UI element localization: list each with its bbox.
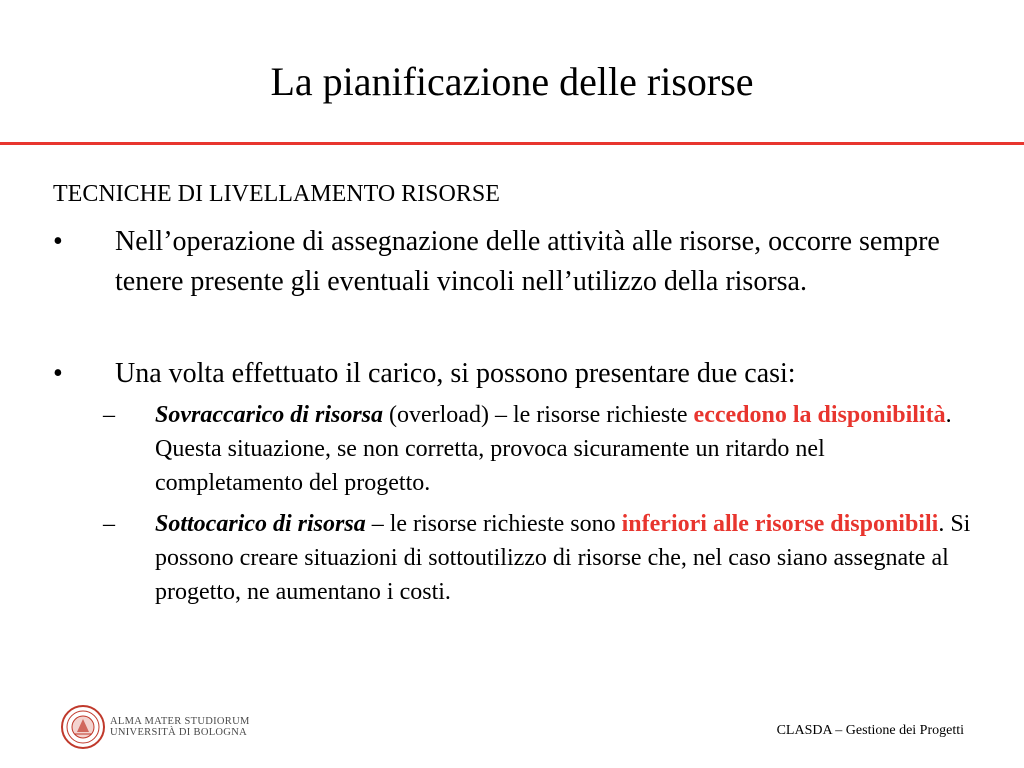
bullet-mark: • [53,226,63,257]
sub-rest: . Si possono creare situazioni di sottoutilizzo di risorse che, nel caso siano assegnate al progetto, ne aumentano i costi. [155,511,971,605]
logo-line-2: UNIVERSITÀ DI BOLOGNA [110,727,247,738]
logo-text [110,716,250,738]
section-heading: TECNICHE DI LIVELLAMENTO RISORSE [53,181,500,207]
sub-term: Sottocarico di risorsa [155,511,366,537]
sub-middle: – le risorse richieste sono [365,511,622,537]
sub-mark: – [103,511,115,537]
sub-middle: (overload) – le risorse richieste [383,402,694,428]
title-divider [0,142,1024,145]
bullet-text: Una volta effettuato il carico, si possono presentare due casi: [115,358,796,389]
bullet-text: Nell’operazione di assegnazione delle attività alle risorse, occorre sempre tenere presente gli eventuali vincoli nell’utilizzo della risorsa. [115,226,940,297]
sub-item [53,507,973,609]
sub-mark: – [103,402,115,428]
sub-item [53,398,973,500]
bullet-item [53,222,973,302]
sub-rest: . Questa situazione, se non corretta, provoca sicuramente un ritardo nel completamento del progetto. [155,402,952,496]
university-seal-icon [60,704,106,750]
logo-line-1: ALMA MATER STUDIORUM [110,716,250,727]
sub-text [155,507,973,609]
sub-term: Sovraccarico di risorsa [155,402,383,428]
sub-highlight: inferiori alle risorse disponibili [621,511,939,537]
university-logo [60,704,290,752]
sub-text [155,398,973,500]
footer-text: CLASDA – Gestione dei Progetti [776,723,964,738]
bullet-mark: • [53,358,63,389]
bullet-item [53,354,973,394]
sub-highlight: eccedono la disponibilità [693,402,946,428]
slide-title: La pianificazione delle risorse [270,59,754,104]
